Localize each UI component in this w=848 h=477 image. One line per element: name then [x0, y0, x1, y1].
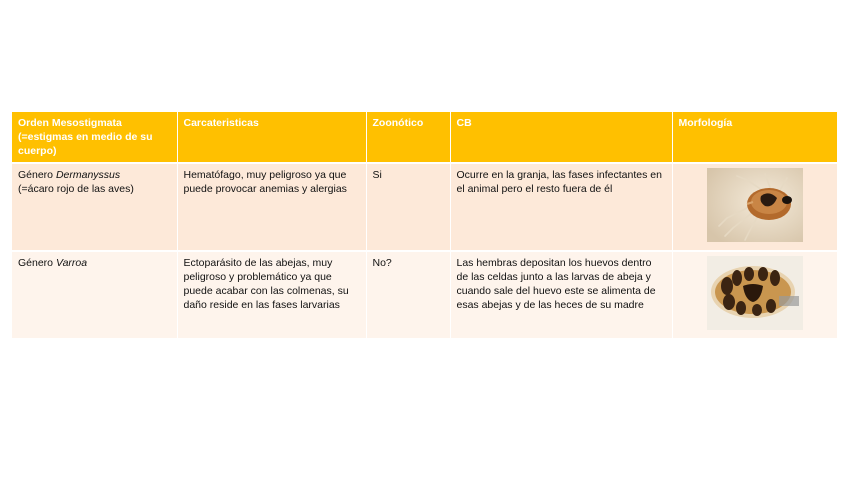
header-morphology: Morfología [672, 112, 837, 163]
header-order: Orden Mesostigmata (=estigmas en medio de su cuerpo) [12, 112, 177, 163]
mesostigmata-table [12, 112, 837, 338]
genus-note: (=ácaro rojo de las aves) [18, 183, 134, 195]
genus-prefix: Género [18, 169, 56, 181]
table-row [12, 251, 837, 338]
characteristics-cell: Hematófago, muy peligroso ya que puede provocar anemias y alergias [177, 163, 366, 251]
genus-cell [12, 251, 177, 338]
genus-name: Dermanyssus [55, 169, 121, 181]
table-header-row [12, 112, 837, 163]
header-zoonotic: Zoonótico [366, 112, 450, 163]
zoonotic-cell: Si [366, 163, 450, 251]
dermanyssus-mite-photo [707, 168, 803, 242]
table-row [12, 163, 837, 251]
genus-cell [12, 163, 177, 251]
characteristics-cell: Ectoparásito de las abejas, muy peligroso y problemático ya que puede acabar con las colmenas, su daño reside en las fases larvarias [177, 251, 366, 338]
zoonotic-cell: No? [366, 251, 450, 338]
genus-prefix: Género [18, 257, 56, 269]
morphology-cell [672, 163, 837, 251]
morphology-cell [672, 251, 837, 338]
header-cb: CB [450, 112, 672, 163]
genus-name: Varroa [55, 257, 88, 269]
cb-cell: Ocurre en la granja, las fases infectantes en el animal pero el resto fuera de él [450, 163, 672, 251]
cb-cell: Las hembras depositan los huevos dentro de las celdas junto a las larvas de abeja y cuando sale del huevo este se alimenta de esas abejas y de las heces de su madre [450, 251, 672, 338]
varroa-mite-photo [707, 256, 803, 330]
header-characteristics: Carcateristicas [177, 112, 366, 163]
